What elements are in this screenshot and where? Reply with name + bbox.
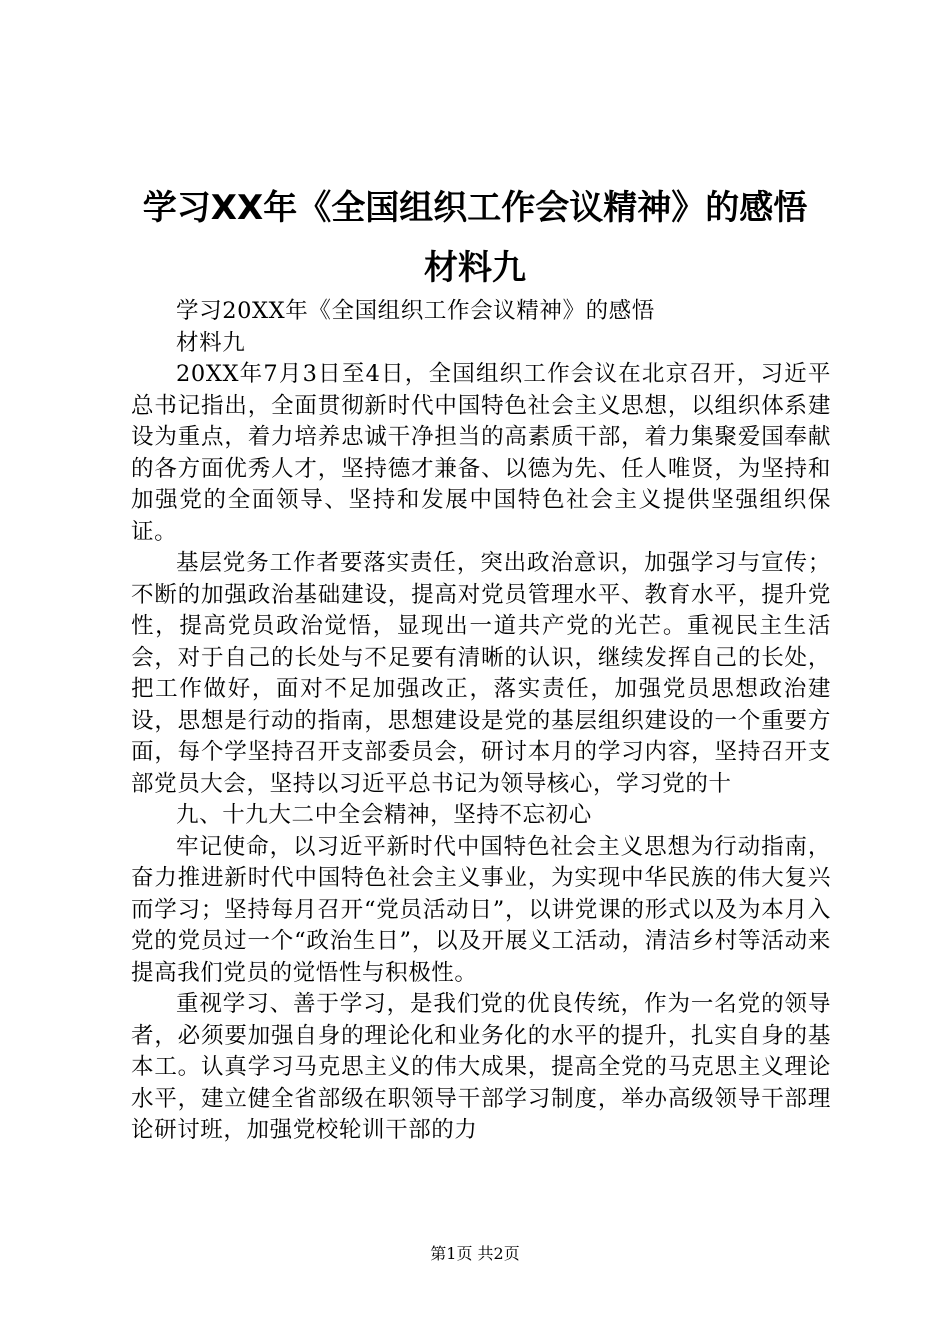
paragraph: 牢记使命，以习近平新时代中国特色社会主义思想为行动指南，奋力推进新时代中国特色社会主义事业，为实现中华民族的伟大复兴而学习；坚持每月召开“党员活动日”，以讲党课的形式以及为本月入党的党员过一个“政治生日”，以及开展义工活动，清洁乡村等活动来提高我们党员的觉悟性与积极性。	[131, 833, 831, 986]
paragraph: 重视学习、善于学习，是我们党的优良传统，作为一名党的领导者，必须要加强自身的理论化和业务化的水平的提升，扎实自身的基本工。认真学习马克思主义的伟大成果，提高全党的马克思主义理论水平，建立健全省部级在职领导干部学习制度，举办高级领导干部理论研讨班，加强党校轮训干部的力	[131, 991, 831, 1143]
document-title-line-2: 材料九	[424, 248, 526, 288]
document-title-line-1: 学习XX年《全国组织工作会议精神》的感悟	[142, 188, 808, 228]
paragraph: 九、十九大二中全会精神，坚持不忘初心	[176, 802, 592, 828]
page-footer: 第1页 共2页	[430, 1244, 520, 1263]
paragraph-subtitle-cont: 材料九	[176, 329, 246, 356]
paragraph-subtitle: 学习20XX年《全国组织工作会议精神》的感悟	[176, 298, 655, 324]
paragraph: 20XX年7月3日至4日，全国组织工作会议在北京召开，习近平总书记指出，全面贯彻新时代中国特色社会主义思想，以组织体系建设为重点，着力培养忠诚干净担当的高素质干部，着力集聚爱国奉献的各方面优秀人才，坚持德才兼备、以德为先、任人唯贤，为坚持和加强党的全面领导、坚持和发展中国特色社会主义提供坚强组织保证。	[131, 361, 831, 545]
document-body	[131, 296, 831, 1147]
paragraph: 基层党务工作者要落实责任，突出政治意识，加强学习与宣传；不断的加强政治基础建设，提高对党员管理水平、教育水平，提升党性，提高党员政治觉悟，显现出一道共产党的光芒。重视民主生活会，对于自己的长处与不足要有清晰的认识，继续发挥自己的长处，把工作做好，面对不足加强改正，落实责任，加强党员思想政治建设，思想是行动的指南，思想建设是党的基层组织建设的一个重要方面，每个学坚持召开支部委员会，研讨本月的学习内容，坚持召开支部党员大会，坚持以习近平总书记为领导核心，学习党的十	[131, 550, 831, 797]
